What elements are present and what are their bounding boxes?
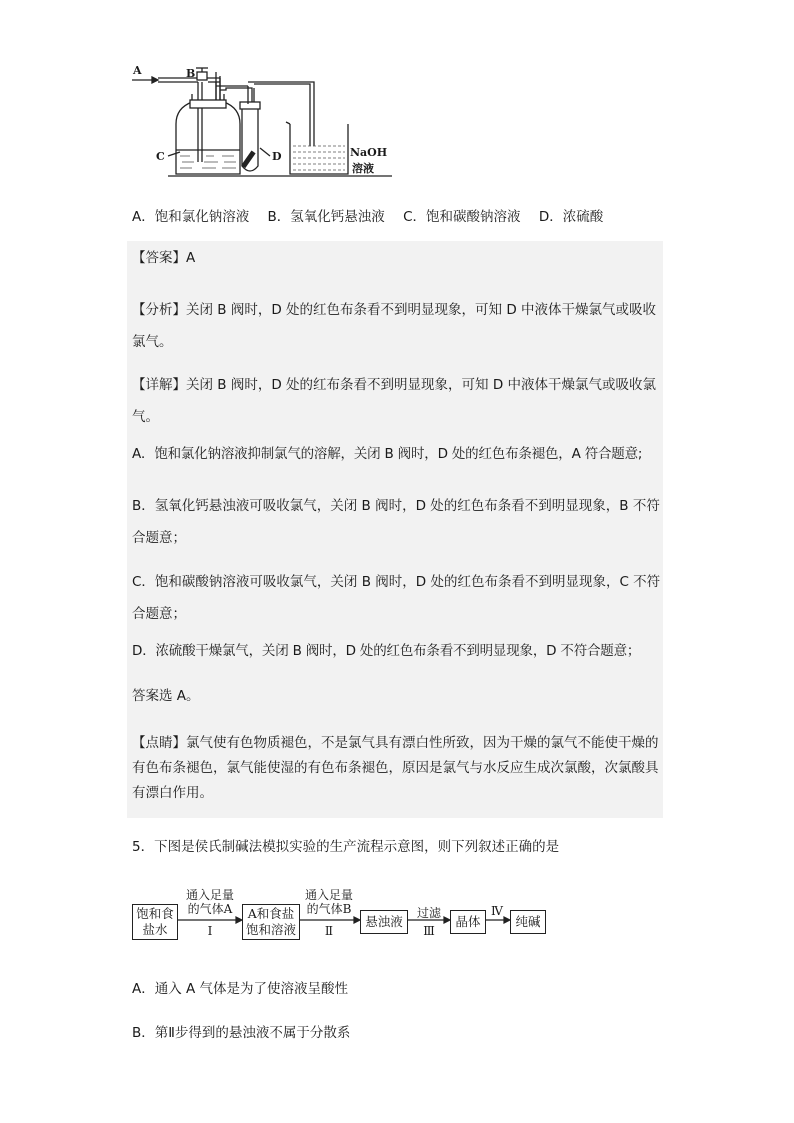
detail-option-d: D．浓硫酸干燥氯气，关闭 B 阀时，D 处的红色布条看不到明显现象，D 不符合题意； (132, 643, 641, 659)
question5-stem: 5．下图是侯氏制碱法模拟实验的生产流程示意图，则下列叙述正确的是 (132, 839, 560, 855)
question4-options (132, 205, 617, 225)
step2-label: 通入足量 的气体B (304, 888, 353, 916)
step2-number: Ⅱ (324, 924, 334, 938)
conclusion-text: 答案选 A。 (132, 688, 200, 704)
label-c: C (156, 150, 165, 163)
detail-option-b: B．氢氧化钙悬浊液可吸收氯气，关闭 B 阀时，D 处的红色布条看不到明显现象，B 不符合题意； (132, 498, 660, 546)
question5-option-a: A．通入 A 气体是为了使溶液呈酸性 (132, 981, 349, 997)
option-a: A．饱和氯化钠溶液 (132, 209, 250, 225)
detail-option-c: C．饱和碳酸钠溶液可吸收氯气，关闭 B 阀时，D 处的红色布条看不到明显现象，C 不符合题意； (132, 574, 661, 622)
analysis-text: 【分析】关闭 B 阀时，D 处的红色布条看不到明显现象，可知 D 中液体干燥氯气或吸收氯气。 (132, 302, 657, 350)
flow-box-a-brine: A和食盐 饱和溶液 (242, 904, 300, 940)
label-solution: 溶液 (352, 162, 374, 175)
label-a: A (133, 64, 142, 77)
cloth-strip (241, 150, 255, 168)
label-b: B (186, 67, 196, 80)
option-b: B．氢氧化钙悬浊液 (267, 209, 385, 225)
question5-option-b: B．第Ⅱ步得到的悬浊液不属于分散系 (132, 1025, 351, 1041)
flow-box-crystal: 晶体 (450, 910, 486, 934)
label-d: D (272, 150, 282, 163)
apparatus-figure (130, 62, 400, 182)
step3-label: 过滤 (416, 906, 441, 920)
step1-number: Ⅰ (207, 924, 213, 938)
label-naoh: NaOH (350, 146, 388, 159)
flow-box-soda: 纯碱 (510, 910, 546, 934)
option-c: C．饱和碳酸钠溶液 (403, 209, 521, 225)
flow-chart (132, 888, 552, 944)
flow-box-brine: 饱和食 盐水 (132, 904, 178, 940)
option-d: D．浓硫酸 (538, 209, 604, 225)
comment-text: 【点睛】氯气使有色物质褪色，不是氯气具有漂白性所致，因为干燥的氯气不能使干燥的有色布条褪色，氯气能使湿的有色布条褪色，原因是氯气与水反应生成次氯酸，次氯酸具有漂白作用。 (132, 735, 659, 801)
detail-text: 【详解】关闭 B 阀时，D 处的红布条看不到明显现象，可知 D 中液体干燥氯气或吸收氯气。 (132, 377, 657, 425)
step3-number: Ⅲ (423, 924, 435, 938)
flow-box-suspension: 悬浊液 (360, 910, 408, 934)
step4-label: Ⅳ (491, 904, 503, 918)
step1-label: 通入足量 的气体A (185, 888, 234, 916)
answer-line: 【答案】A (132, 250, 196, 266)
detail-option-a: A．饱和氯化钠溶液抑制氯气的溶解，关闭 B 阀时，D 处的红色布条褪色，A 符合题意; (132, 446, 643, 462)
